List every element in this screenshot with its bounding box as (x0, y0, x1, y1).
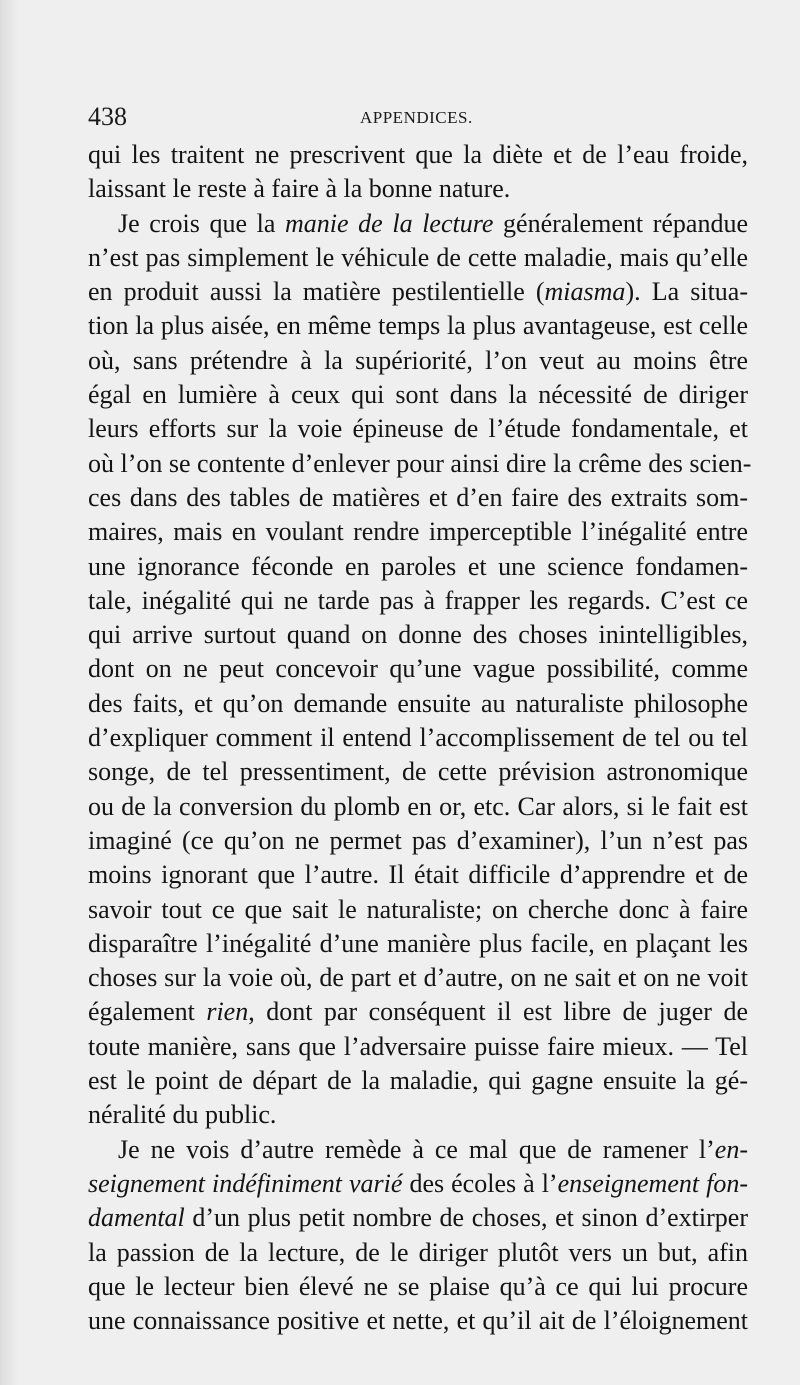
text-line: savoir tout ce que sait le naturaliste; on cherche donc à faire (88, 894, 748, 924)
text-line: que le lecteur bien élevé ne se plaise qu’à ce qui lui procure (88, 1271, 748, 1301)
text-line: où l’on se contente d’enlever pour ainsi dire la crême des scien- (88, 448, 752, 478)
text-line: néralité du public. (88, 1100, 277, 1130)
text-line: leurs efforts sur la voie épineuse de l’étude fondamentale, et (88, 414, 748, 444)
text-line: imaginé (ce qu’on ne permet pas d’examiner), l’un n’est pas (88, 825, 748, 855)
text-line: damental d’un plus petit nombre de choses, et sinon d’extirper (88, 1203, 748, 1233)
text-line: Je ne vois d’autre remède à ce mal que de ramener l’en- (118, 1134, 748, 1164)
text-line: également rien, dont par conséquent il est libre de juger de (88, 997, 748, 1027)
text-line: songe, de tel pressentiment, de cette prévision astronomique (88, 757, 748, 787)
text-line: ou de la conversion du plomb en or, etc. Car alors, si le fait est (88, 791, 748, 821)
text-line: dont on ne peut concevoir qu’une vague possibilité, comme (88, 654, 748, 684)
page-number: 438 (88, 102, 127, 131)
running-head: APPENDICES. (360, 108, 473, 127)
text-line: qui arrive surtout quand on donne des choses inintelligibles, (88, 620, 748, 650)
text-line: seignement indéfiniment varié des écoles à l’enseignement fon- (88, 1168, 749, 1198)
text-line: d’expliquer comment il entend l’accomplissement de tel ou tel (88, 723, 748, 753)
text-line: moins ignorant que l’autre. Il était difficile d’apprendre et de (88, 860, 748, 890)
text-line: où, sans prétendre à la supériorité, l’on veut au moins être (88, 345, 748, 375)
text-line: choses sur la voie où, de part et d’autre, on ne sait et on ne voit (88, 963, 748, 993)
text-line: disparaître l’inégalité d’une manière plus facile, en plaçant les (88, 928, 748, 958)
body-text (88, 138, 752, 1338)
text-line: une connaissance positive et nette, et qu’il ait de l’éloignement (88, 1306, 748, 1336)
text-line: égal en lumière à ceux qui sont dans la nécessité de diriger (88, 380, 748, 410)
text-line: des faits, et qu’on demande ensuite au naturaliste philosophe (88, 688, 748, 718)
text-line: tale, inégalité qui ne tarde pas à frapper les regards. C’est ce (88, 585, 748, 615)
text-line: la passion de la lecture, de le diriger plutôt vers un but, afin (88, 1237, 748, 1267)
text-line: laissant le reste à faire à la bonne nature. (88, 174, 511, 204)
page-gutter-shadow (0, 0, 18, 1385)
text-line: une ignorance féconde en paroles et une science fondamen- (88, 551, 748, 581)
text-line: est le point de départ de la maladie, qui gagne ensuite la gé- (88, 1066, 748, 1096)
page-header (88, 102, 738, 132)
text-line: Je crois que la manie de la lecture généralement répandue (118, 208, 748, 238)
text-line: ces dans des tables de matières et d’en faire des extraits som- (88, 482, 748, 512)
text-line: maires, mais en voulant rendre imperceptible l’inégalité entre (88, 517, 748, 547)
text-line: en produit aussi la matière pestilentielle (miasma). La situa- (88, 277, 748, 307)
text-line: qui les traitent ne prescrivent que la diète et de l’eau froide, (88, 140, 748, 169)
text-line: n’est pas simplement le véhicule de cette maladie, mais qu’elle (88, 242, 748, 272)
text-line: toute manière, sans que l’adversaire puisse faire mieux. — Tel (88, 1031, 748, 1061)
text-line: tion la plus aisée, en même temps la plus avantageuse, est celle (88, 311, 748, 341)
